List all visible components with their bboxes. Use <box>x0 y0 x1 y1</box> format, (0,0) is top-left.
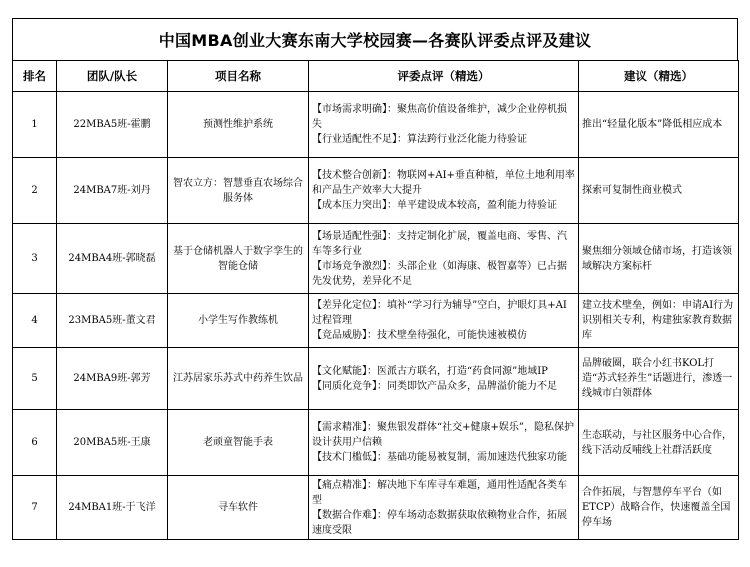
comments-cell <box>309 348 579 410</box>
comment-line: 【技术门槛低】：基础功能易被复制，需加速迭代独家功能 <box>312 452 567 463</box>
project-cell: 智农立方：智慧垂直农场综合服务体 <box>168 158 309 224</box>
rank-cell: 5 <box>13 348 57 410</box>
column-header-rank: 排名 <box>13 61 57 92</box>
rank-cell: 7 <box>13 476 57 540</box>
comments-cell <box>309 476 579 540</box>
project-cell: 小学生写作教练机 <box>168 294 309 348</box>
team-cell: 22MBA5班-霍鹏 <box>57 92 168 158</box>
comment-line: 【文化赋能】：医派古方联名，打造“药食同源”地域IP <box>312 365 548 377</box>
team-cell: 24MBA7班-刘丹 <box>57 158 168 224</box>
project-cell: 老顽童智能手表 <box>168 410 309 476</box>
comments-cell <box>309 224 579 294</box>
comment-line: 【需求精准】：聚焦银发群体“社交+健康+娱乐”，隐私保护设计获用户信赖 <box>312 422 574 448</box>
rank-cell: 4 <box>13 294 57 348</box>
comment-line: 【技术整合创新】：物联网+AI+垂直种植，单位土地利用率和产品生产效率大大提升 <box>312 170 575 196</box>
comment-line: 【痛点精准】：解决地下车库寻车难题，通用性适配各类车型 <box>312 479 567 506</box>
team-cell: 20MBA5班-王康 <box>57 410 168 476</box>
column-header-team: 团队/队长 <box>57 61 168 92</box>
team-cell: 24MBA9班-郭芳 <box>57 348 168 410</box>
comment-line: 【市场需求明确】：聚焦高价值设备维护，减少企业停机损失 <box>312 104 567 130</box>
comments-cell <box>309 410 579 476</box>
table-row <box>13 294 739 348</box>
rank-cell: 3 <box>13 224 57 294</box>
table-row <box>13 158 739 224</box>
project-cell: 基于仓储机器人于数字孪生的智能仓储 <box>168 224 309 294</box>
comment-line: 【差异化定位】：填补“学习行为辅导”空白，护眼灯具+AI过程管理 <box>312 300 567 326</box>
rank-cell: 6 <box>13 410 57 476</box>
advice-cell: 品牌破圈，联合小红书KOL打造“苏式轻养生”话题进行，渗透一线城市白领群体 <box>579 348 739 410</box>
comments-cell <box>309 294 579 348</box>
advice-cell: 生态联动，与社区服务中心合作，线下活动反哺线上社群活跃度 <box>579 410 739 476</box>
team-cell: 23MBA5班-董文君 <box>57 294 168 348</box>
comment-line: 【数据合作难】：停车场动态数据获取依赖物业合作，拓展速度受限 <box>312 509 567 536</box>
comment-line: 【竞品威胁】：技术壁垒待强化，可能快速被模仿 <box>312 330 527 341</box>
column-header-project: 项目名称 <box>168 61 309 92</box>
project-cell: 江苏居家乐苏式中药养生饮品 <box>168 348 309 410</box>
team-cell: 24MBA4班-郭晓磊 <box>57 224 168 294</box>
team-cell: 24MBA1班-于飞洋 <box>57 476 168 540</box>
advice-cell: 探索可复制性商业模式 <box>579 158 739 224</box>
column-header-comments: 评委点评（精选） <box>309 61 579 92</box>
advice-cell: 合作拓展，与智慧停车平台（如ETCP）战略合作，快速覆盖全国停车场 <box>579 476 739 540</box>
rank-cell: 1 <box>13 92 57 158</box>
advice-cell: 推出“轻量化版本”降低相应成本 <box>579 92 739 158</box>
table-row <box>13 348 739 410</box>
comment-line: 【市场竞争激烈】：头部企业（如海康、极智嘉等）已占据先发优势，差异化不足 <box>312 260 567 287</box>
comments-cell <box>309 158 579 224</box>
comment-line: 【成本压力突出】：单平建设成本较高，盈利能力待验证 <box>312 200 557 211</box>
table-row <box>13 476 739 540</box>
comment-line: 【场景适配性强】：支持定制化扩展，覆盖电商、零售、汽车等多行业 <box>312 230 567 257</box>
project-cell: 寻车软件 <box>168 476 309 540</box>
advice-cell: 建立技术壁垒，例如：申请AI行为识别相关专利，构建独家教育数据库 <box>579 294 739 348</box>
comment-line: 【行业适配性不足】：算法跨行业泛化能力待验证 <box>312 134 527 145</box>
page-title: 中国MBA创业大赛东南大学校园赛—各赛队评委点评及建议 <box>12 18 738 60</box>
comments-cell <box>309 92 579 158</box>
rank-cell: 2 <box>13 158 57 224</box>
column-header-advice: 建议（精选） <box>579 61 739 92</box>
comment-line: 【同质化竞争】：同类即饮产品众多，品牌溢价能力不足 <box>312 380 557 392</box>
table-row <box>13 224 739 294</box>
project-cell: 预测性维护系统 <box>168 92 309 158</box>
evaluation-table <box>12 60 739 540</box>
evaluation-sheet <box>12 18 738 538</box>
header-row <box>13 61 739 92</box>
table-row <box>13 410 739 476</box>
table-row <box>13 92 739 158</box>
advice-cell: 聚焦细分领域仓储市场，打造该领域解决方案标杆 <box>579 224 739 294</box>
